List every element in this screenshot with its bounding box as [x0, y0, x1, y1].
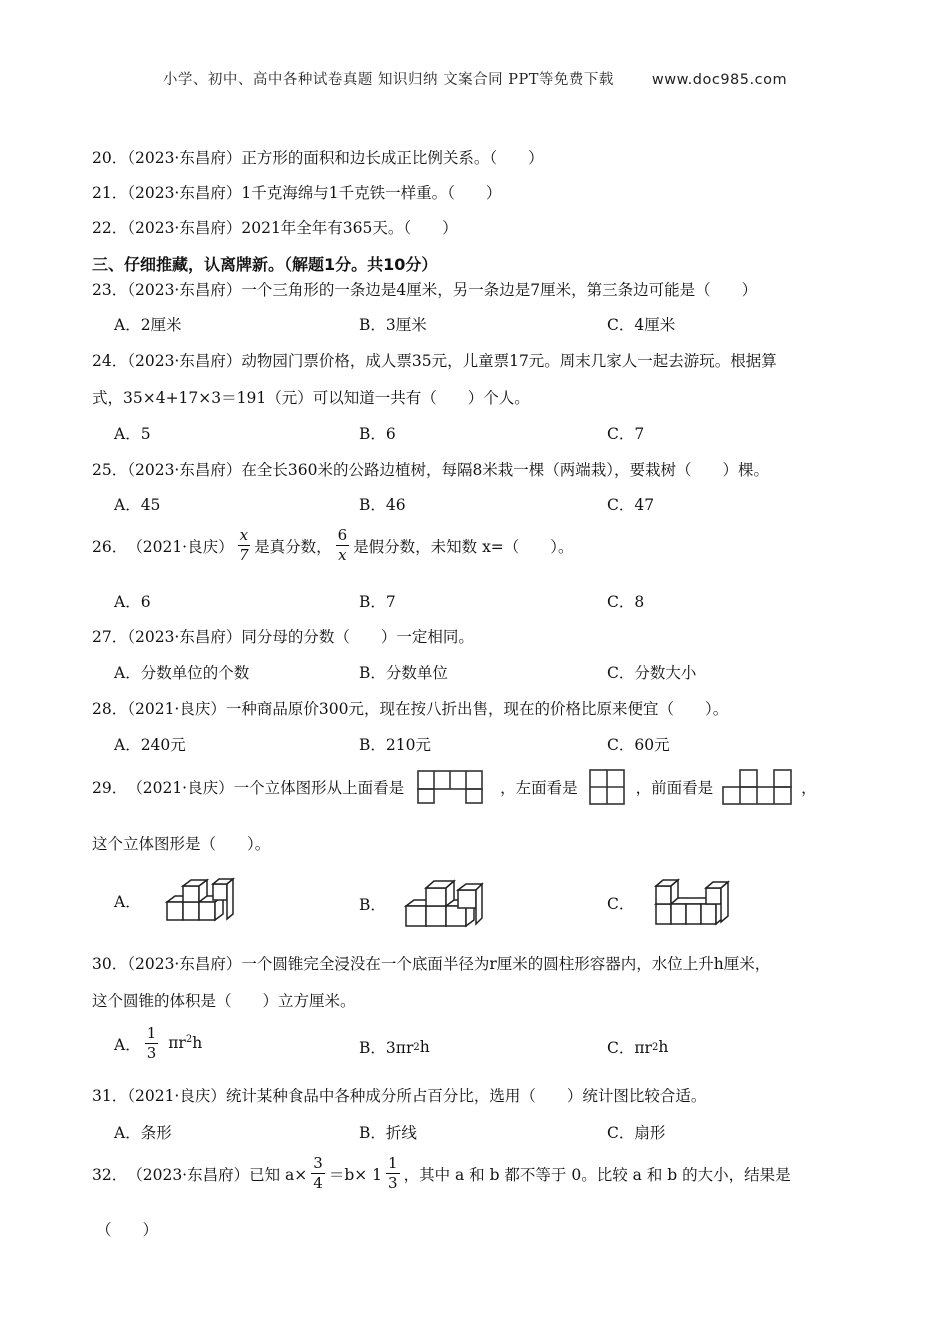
fraction-3-over-4: $\frac{3}{4}$ [313, 1154, 323, 1192]
solid-figure-b-icon [396, 876, 488, 932]
fraction-6-over-x: $\frac{6}{x}$ [337, 526, 348, 564]
question-21: 21．（2023·东昌府）1千克海绵与1千克铁一样重。（ ） [92, 184, 502, 202]
options-27 [114, 661, 874, 685]
option-c[interactable]: C．47 [607, 496, 655, 514]
question-26: 26． （2021·良庆） $\frac{x}{7}$ 是真分数， $\frac{6}{x}$ 是假分数，未知数 x=（ ）。 [92, 526, 574, 564]
option-c[interactable]: C．8 [607, 593, 645, 611]
question-30-line1: 30．（2023·东昌府）一个圆锥完全浸没在一个底面半径为r厘米的圆柱形容器内，水位上升h厘米， [92, 955, 771, 973]
question-32-line2: （ ） [96, 1221, 159, 1239]
fraction-1-over-3: $\frac{1}{3}$ [388, 1154, 398, 1192]
option-a[interactable]: A．条形 [114, 1124, 172, 1142]
option-a[interactable]: A．2厘米 [114, 316, 182, 334]
option-b[interactable]: B．3厘米 [359, 316, 427, 334]
option-a[interactable]: A．分数单位的个数 [114, 664, 250, 682]
options-23 [114, 313, 874, 337]
question-29-line2: 这个立体图形是（ ）。 [92, 835, 271, 853]
option-b[interactable]: B．46 [359, 496, 406, 514]
question-24-line1: 24．（2023·东昌府）动物园门票价格，成人票35元，儿童票17元。周末几家人一起去游玩。根据算 [92, 352, 777, 370]
question-24-line2: 式，35×4+17×3＝191（元）可以知道一共有（ ）个人。 [92, 389, 530, 407]
question-23: 23．（2023·东昌府）一个三角形的一条边是4厘米，另一条边是7厘米，第三条边可能是（ ） [92, 281, 758, 299]
question-22: 22．（2023·东昌府）2021年全年有365天。（ ） [92, 219, 458, 237]
option-a[interactable]: A． $\frac{1}{3}$ $\pi r^2h$ [114, 1024, 203, 1062]
header-text: 小学、初中、高中各种试卷真题 知识归纳 文案合同 PPT等免费下载 [162, 72, 614, 88]
option-c[interactable]: C．分数大小 [607, 664, 697, 682]
option-b[interactable]: B．3πr 2 h [359, 1038, 430, 1057]
top-view-icon [412, 767, 492, 807]
question-27: 27．（2023·东昌府）同分母的分数（ ）一定相同。 [92, 628, 474, 646]
option-c[interactable]: C． [607, 876, 734, 930]
question-20: 20．（2023·东昌府）正方形的面积和边长成正比例关系。（ ） [92, 149, 544, 167]
options-26 [114, 590, 874, 614]
solid-figure-a-icon [157, 876, 239, 926]
option-a[interactable]: A． [114, 876, 239, 926]
option-b[interactable]: B．210元 [359, 736, 431, 754]
option-b[interactable]: B． [359, 876, 488, 932]
left-view-icon [586, 766, 628, 808]
options-29 [114, 880, 874, 930]
question-32: 32． （2023·东昌府） 已知 a× $\frac{3}{4}$ ＝b× 1 $\frac{1}{3}$ ，其中 a 和 b 都不等于 0。比较 a 和 b 的大小，结果是 [92, 1154, 791, 1192]
question-29: 29． （2021·良庆） 一个立体图形从上面看是 ，左面看是 ，前面看是 ， [92, 766, 817, 808]
options-28 [114, 733, 874, 757]
question-30-line2: 这个圆锥的体积是（ ）立方厘米。 [92, 992, 356, 1010]
header-url[interactable]: www.doc985.com [651, 72, 788, 88]
fraction-x-over-7: $\frac{x}{7}$ [239, 526, 249, 564]
option-c[interactable]: C．扇形 [607, 1124, 666, 1142]
option-b[interactable]: B．6 [359, 425, 396, 443]
option-c[interactable]: C．7 [607, 425, 645, 443]
option-c[interactable]: C．60元 [607, 736, 670, 754]
option-a[interactable]: A．240元 [114, 736, 186, 754]
option-a[interactable]: A．5 [114, 425, 151, 443]
fraction-1-over-3: $\frac{1}{3}$ [146, 1024, 157, 1062]
question-28: 28．（2021·良庆）一种商品原价300元，现在按八折出售，现在的价格比原来便宜（ ）。 [92, 700, 729, 718]
options-30 [114, 1026, 874, 1066]
options-31 [114, 1121, 874, 1145]
option-b[interactable]: B．分数单位 [359, 664, 448, 682]
options-24 [114, 422, 874, 446]
question-31: 31．（2021·良庆）统计某种食品中各种成分所占百分比，选用（ ）统计图比较合适。 [92, 1087, 707, 1105]
option-a[interactable]: A．45 [114, 496, 161, 514]
front-view-icon [719, 766, 795, 808]
option-c[interactable]: C．πr 2 h [607, 1038, 669, 1057]
options-25 [114, 493, 874, 517]
option-c[interactable]: C．4厘米 [607, 316, 676, 334]
option-b[interactable]: B．7 [359, 593, 396, 611]
question-25: 25．（2023·东昌府）在全长360米的公路边植树，每隔8米栽一棵（两端栽），要栽树（ ）棵。 [92, 461, 770, 479]
section-title-3: 三、仔细推藏，认离牌新。（解题1分。共10分） [92, 255, 438, 274]
option-b[interactable]: B．折线 [359, 1124, 417, 1142]
solid-figure-c-icon [646, 876, 734, 930]
option-a[interactable]: A．6 [114, 593, 151, 611]
page-header [0, 68, 950, 89]
